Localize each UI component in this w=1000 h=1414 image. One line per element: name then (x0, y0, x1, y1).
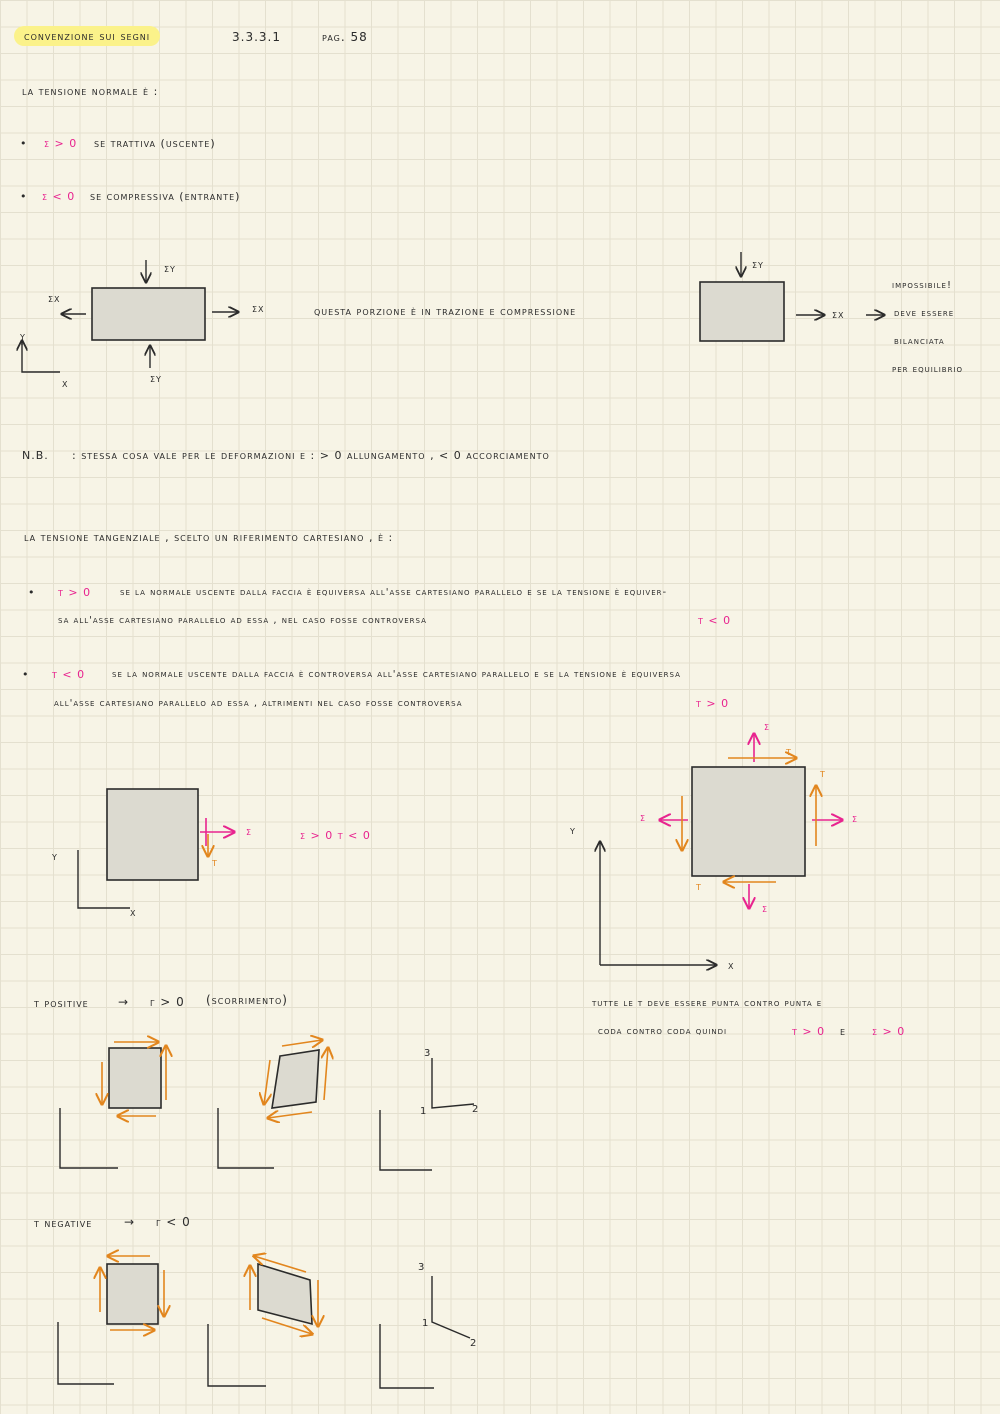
fig2-element (107, 789, 198, 880)
page-reference: pag. 58 (322, 30, 368, 44)
fig2b-axis-y: y (570, 823, 576, 837)
sigma-negative-text: se compressiva (entrante) (90, 190, 241, 203)
fig1b-note-4: per equilibrio (892, 364, 964, 375)
tau-positive-row (60, 1040, 474, 1170)
fig1-caption: questa porzione è in trazione e compressione (314, 305, 577, 318)
axes3d-top (432, 1058, 474, 1108)
sigma-positive-text: se trattiva (uscente) (94, 137, 216, 150)
fig2b-tau-bottom: τ (696, 880, 702, 893)
fig1b-note-3: bilanciata (894, 336, 945, 347)
tau-positive-axes-3 (380, 1110, 432, 1170)
fig2b-tau-top: τ (786, 745, 792, 758)
fig1b-element (700, 282, 784, 341)
fig2b-sigma-top: σ (764, 720, 771, 733)
fig1-sigma-y-top: σy (164, 262, 176, 275)
fig1b-sigma-x: σx (832, 308, 845, 321)
bullet-dot: • (20, 137, 28, 150)
tau-positive-result: τ > 0 (696, 697, 730, 710)
tau-negative-title: τ negative (34, 1217, 93, 1230)
fig2b-element (692, 767, 805, 876)
conclusion-line2: coda contro coda quindi (598, 1026, 728, 1037)
page-title: convenzione sui segni (14, 26, 160, 46)
tau-positive-deformed (272, 1050, 319, 1108)
section-number: 3.3.3.1 (232, 30, 281, 44)
fig2-sigma-label: σ (246, 825, 253, 838)
nb-text: : stessa cosa vale per le deformazioni ε : > 0 allungamento , < 0 accorciamento (72, 449, 550, 462)
tau-positive-title: τ positive (34, 997, 89, 1010)
conclusion-sigma-positive: σ > 0 (872, 1025, 906, 1038)
fig1b-sigma-y: σy (752, 258, 764, 271)
sigma-negative-symbol: σ < 0 (42, 190, 76, 203)
fig2-right-diagram (600, 734, 842, 965)
gamma-negative: γ < 0 (156, 1215, 191, 1229)
tau-negative-result: τ < 0 (698, 614, 732, 627)
fig1-axes (22, 342, 60, 372)
bullet-dot: • (28, 586, 36, 599)
axes3d-top-label-1: 1 (420, 1106, 428, 1117)
fig1b-note-2: deve essere (894, 308, 955, 319)
conclusion-line1: tutte le τ deve essere punta contro punta e (592, 998, 823, 1009)
fig1b-note-1: impossibile! (892, 280, 952, 291)
fig1-axis-y: y (20, 330, 26, 343)
conclusion-tau-positive: τ > 0 (792, 1025, 826, 1038)
tau-negative-row (58, 1256, 470, 1388)
tau-positive-line2: sa all'asse cartesiano parallelo ad essa , nel caso fosse controversa (58, 615, 427, 626)
axes3d-top-label-3: 3 (424, 1048, 432, 1059)
tau-positive-line1: se la normale uscente dalla faccia è equiversa all'asse cartesiano parallelo e se la tensione è equiver- (120, 587, 668, 598)
tau-negative-axes-2 (208, 1324, 266, 1386)
fig2b-axis-x: x (728, 958, 735, 972)
fig1-sigma-x-left: σx (48, 292, 61, 305)
tau-positive-arrow: → (118, 995, 130, 1009)
tau-negative-deformed (258, 1264, 312, 1324)
tau-negative-square (107, 1264, 158, 1324)
tau-positive-axes-1 (60, 1108, 118, 1168)
fig2-left-diagram (78, 789, 234, 908)
scorrimento-label: (scorrimento) (206, 993, 288, 1007)
nb-prefix: N.B. (22, 449, 49, 462)
normal-stress-intro: la tensione normale è : (22, 85, 159, 98)
tau-positive-symbol: τ > 0 (58, 586, 92, 599)
tau-negative-axes-3 (380, 1324, 434, 1388)
axes3d-bottom-label-2: 2 (470, 1338, 478, 1349)
gamma-positive: γ > 0 (150, 995, 185, 1009)
fig2-tau-label: τ (212, 856, 218, 869)
sigma-positive-symbol: σ > 0 (44, 137, 78, 150)
fig2b-sigma-right: σ (852, 812, 859, 825)
fig2-axis-x: x (130, 906, 137, 919)
tangential-intro: la tensione tangenziale , scelto un riferimento cartesiano , è : (24, 531, 394, 544)
fig1-sigma-x-right: σx (252, 302, 265, 315)
axes3d-bottom-label-1: 1 (422, 1318, 430, 1329)
fig2-note: σ > 0 τ < 0 (300, 829, 371, 842)
fig1-sigma-y-bottom: σy (150, 372, 162, 385)
tau-positive-axes-2 (218, 1108, 274, 1168)
tau-negative-symbol: τ < 0 (52, 668, 86, 681)
tau-negative-line1: se la normale uscente dalla faccia è controversa all'asse cartesiano parallelo e se la tensione è equiversa (112, 669, 681, 680)
fig2b-sigma-bottom: σ (762, 902, 769, 915)
fig1-left-diagram (22, 260, 238, 372)
fig2b-tau-right: τ (820, 767, 826, 780)
fig1-element (92, 288, 205, 340)
tau-positive-square (109, 1048, 161, 1108)
tau-negative-line2: all'asse cartesiano parallelo ad essa , altrimenti nel caso fosse controversa (54, 698, 463, 709)
tau-negative-axes-1 (58, 1322, 114, 1384)
fig2b-sigma-left: σ (640, 811, 647, 824)
axes3d-top-label-2: 2 (472, 1104, 480, 1115)
fig1-axis-x: x (62, 377, 69, 390)
conclusion-and: e (840, 1025, 847, 1038)
fig1-right-diagram (700, 252, 884, 341)
axes3d-bottom (432, 1276, 470, 1338)
bullet-dot: • (20, 190, 28, 203)
fig2-axis-y: y (52, 850, 58, 863)
tau-negative-arrow: → (124, 1215, 136, 1229)
bullet-dot: • (22, 668, 30, 681)
axes3d-bottom-label-3: 3 (418, 1262, 426, 1273)
